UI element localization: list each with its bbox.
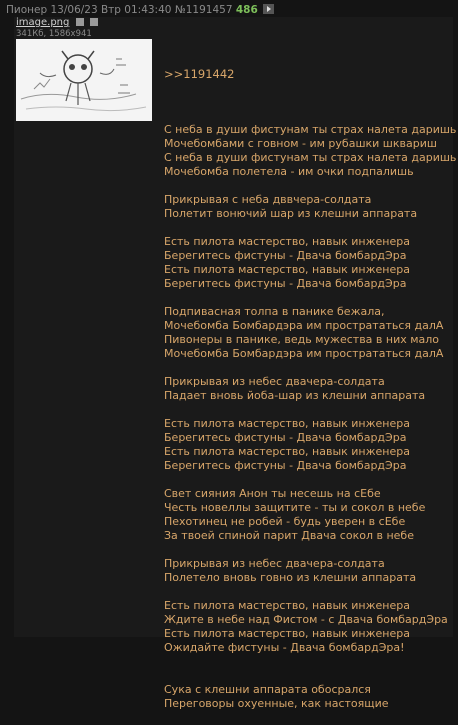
message-line: Берегитесь фистуны - Двача бомбардЭра (164, 249, 407, 262)
message-line: Честь новеллы защитите - ты и сокол в небе (164, 501, 426, 514)
message-line (164, 473, 450, 487)
message-line: Прикрывая из небес двачера-солдата (164, 375, 385, 388)
message-line (164, 669, 450, 683)
message-line: Есть пилота мастерство, навык инженера (164, 263, 410, 276)
message-line: Полетит вонючий шар из клешни аппарата (164, 207, 418, 220)
message-line: Мочебомба Бомбардэра им прострататься далА (164, 347, 444, 360)
post-number-link[interactable]: №1191457 (174, 4, 233, 16)
message-line: Есть пилота мастерство, навык инженера (164, 235, 410, 248)
message-line: Берегитесь фистуны - Двача бомбардЭра (164, 459, 407, 472)
file-name-link[interactable]: image.png (16, 17, 70, 28)
message-line: Прикрывая с неба дввчера-солдата (164, 193, 372, 206)
message-line (164, 361, 450, 375)
post-header (6, 3, 452, 17)
message-line: Сука с клешни аппарата обосрался (164, 683, 371, 696)
replies-count[interactable]: 486 (235, 4, 258, 16)
download-icon[interactable] (90, 18, 98, 26)
message-line (164, 655, 450, 669)
poster-name: Пионер (6, 4, 48, 16)
message-line: Есть пилота мастерство, навык инженера (164, 627, 410, 640)
message-line: Свет сияния Анон ты несешь на сЕбе (164, 487, 381, 500)
reply-play-icon[interactable] (263, 4, 274, 14)
message-line (164, 179, 450, 193)
message-line: Прикрывая из небес двачера-солдата (164, 557, 385, 570)
post-datetime: 13/06/23 Втр 01:43:40 (50, 4, 172, 16)
image-thumbnail[interactable] (16, 39, 152, 121)
message-line: Есть пилота мастерство, навык инженера (164, 417, 410, 430)
message-line: Ожидайте фистуны - Двача бомбардЭра! (164, 641, 405, 654)
message-line (164, 109, 450, 123)
message-line: Есть пилота мастерство, навык инженера (164, 599, 410, 612)
message-line: Переговоры охуенные, как настоящие (164, 697, 389, 710)
message-line: Пехотинец не робей - будь уверен в сЕбе (164, 515, 406, 528)
message-line: Есть пилота мастерство, навык инженера (164, 445, 410, 458)
message-line (164, 403, 450, 417)
message-line (164, 221, 450, 235)
message-line: Берегитесь фистуны - Двача бомбардЭра (164, 431, 407, 444)
message-line: Падает вновь йоба-шар из клешни аппарата (164, 389, 426, 402)
file-meta: 341Кб, 1586x941 (16, 29, 92, 39)
message-lines (164, 109, 457, 711)
message-line: Мочебомба Бомбардэра им прострататься далА (164, 319, 444, 332)
sketch-drawing-icon (16, 39, 152, 121)
search-image-icon[interactable] (76, 18, 84, 26)
message-line (164, 585, 450, 599)
message-line: Мочебомба полетела - им очки подпалишь (164, 165, 414, 178)
file-info (16, 17, 98, 29)
message-line: Подпивасная толпа в панике бежала, (164, 305, 385, 318)
message-line: За твоей спиной парит Двача сокол в небе (164, 529, 414, 542)
message-line: С неба в души фистунам ты страх налета даришь (164, 123, 457, 136)
message-line (164, 291, 450, 305)
message-line (164, 543, 450, 557)
message-line: Ждите в небе над Фистом - с Двача бомбардЭра (164, 613, 448, 626)
message-line: Пивонеры в панике, ведь мужества в них мало (164, 333, 440, 346)
message-line: Мочебомбами с говном - им рубашки шквариш (164, 137, 437, 150)
reply-quote-link[interactable]: >>1191442 (164, 67, 235, 81)
message-line: С неба в души фистунам ты страх налета даришь (164, 151, 457, 164)
message-line: Полетело вновь говно из клешни аппарата (164, 571, 417, 584)
message-line: Берегитесь фистуны - Двача бомбардЭра (164, 277, 407, 290)
post-message (164, 39, 457, 725)
